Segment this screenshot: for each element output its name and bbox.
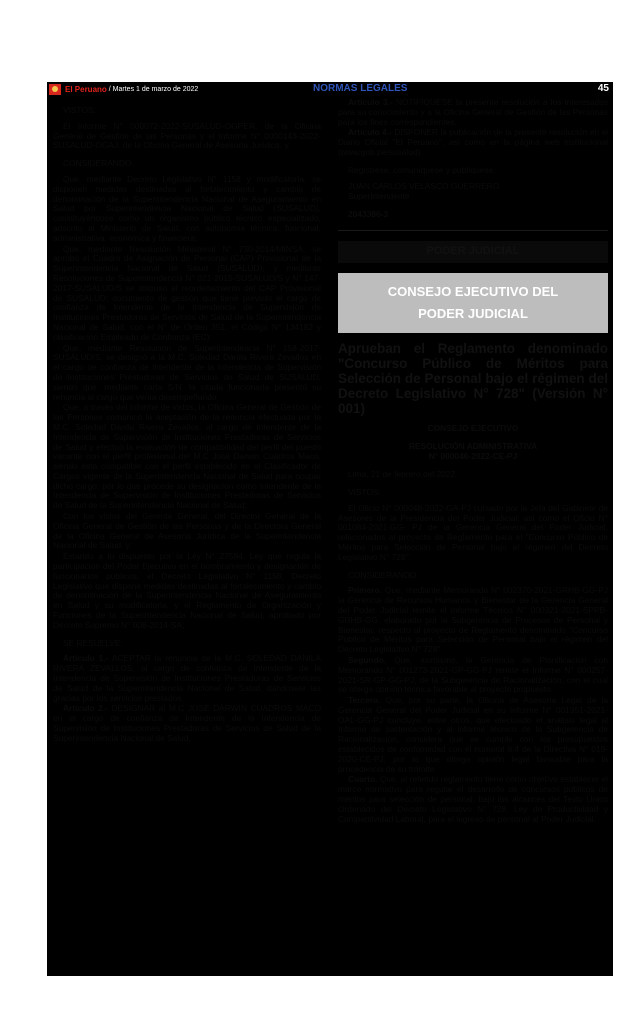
paragraph-label: Segundo. [348,654,387,665]
right-column [338,98,608,825]
paragraph: Que, mediante Resolución de Superintendencia N° 158-2017-SUSALUD/S, se designó a la M.C. Soledad Danila Rivera Zevallos en el cargo de confianza de Intendente de la Intendencia de Supervisión de Instituciones Prestadoras de Servicios de Salud de SUSALUD; siendo que, mediante carta S/N, la citada funcionaria presentó su renuncia al cargo que venía desempeñando; [53,342,321,402]
institution-line-1: CONSEJO EJECUTIVO DEL [387,283,559,299]
page-header [47,82,613,96]
section-banner: PODER JUDICIAL [338,241,608,263]
issue-date: / Martes 1 de marzo de 2022 [108,85,199,93]
article-4 [338,128,608,157]
article-2 [53,704,321,743]
closing-line: Regístrese, comuníquese y publíquese. [348,164,496,175]
divider [338,230,608,231]
paragraph-label: Tercero. [348,695,381,706]
institution-line-2: PODER JUDICIAL [418,305,528,321]
page-number: 45 [597,83,609,94]
paragraph: Que, mediante Resolución Ministerial N° 730-2014/MINSA, se aprobó el Cuadro de Asignación de Personal (CAP) Provisional de la Superintendencia Nacional de Salud (SUSALUD), y mediante Resoluciones de Superintendencia N° 021-2015-SUSALUD/S y N° 147-2017-SUSALUD/S se dispuso el reordenamiento del CAP Provisional de SUSALUD; documento de gestión que tiene previsto el cargo de confianza de Intendente de la Intendencia de Supervisión de Instituciones Prestadoras de Servicios de Salud de la Superintendencia Nacional de Salud, con el N° de Orden 351, el Código N° 134182 y clasificación Empleado de Confianza (EC); [53,243,321,342]
vistos-heading: VISTOS: [63,105,96,115]
paragraph-segundo [338,656,608,695]
paragraph-text: Que, el referido reglamento tiene como objetivo establecer el marco normativo para regular el desarrollo de concursos públicos de méritos para selección de personal, bajo los alcances del Texto Único Ordenado del Decreto Legislativo N° 728, Ley de Productividad y Competitividad Laboral, para el ingreso de personal al Poder Judicial. [338,774,608,824]
article-text: ACEPTAR la renuncia de la M.C. SOLEDAD DANILA RIVERA ZEVALLOS, al cargo de confianza de Intendente de la Intendencia de Supervisión de Instituciones Prestadoras de Servicios de Salud de la Superintendencia Nacional de Salud, dándosele las gracias por los servicios prestados. [53,653,321,703]
paragraph: El Oficio N° 000048-2022-GA-PJ cursado por la Jefa del Gabinete de Asesores de la Presidencia del Poder Judicial; así como el Oficio N° 001084-2021-GG- PJ de la Gerencia General del Poder Judicial, relacionados al proyecto de Reglamento para el "Concurso Público de Méritos para Selección de Personal bajo el régimen del Decreto Legislativo N° 728". [338,502,608,562]
article-1 [53,654,321,703]
article-3 [338,98,608,127]
resuelve-heading: SE RESUELVE: [63,637,123,648]
signer-name: JUAN CARLOS VELASCO GUERRERO [348,180,500,191]
paragraph-text: Que, mediante Memorando N° 002370-2021-GRHB-GG-PJ la Gerencia de Recursos Humanos y Bienestar de la Gerencia General del Poder Judicial remite el Informe Técnico N° 000321-2021-SPPB-GRHB-GG, elaborado por la Subgerencia de Procesos de Personal y Bienestar, respecto al proyecto de Reglamento denominado "Concurso Público de Méritos para Selección de Personal bajo el régimen del Decreto Legislativo N° 728". [338,585,608,655]
paragraph-text: Que, por su parte, la Oficina de Asesoría Legal de la Gerencia General del Poder Judicial en su Informe N° 001351-2021-OAL-GG-PJ concluye, entre otros, que efectuado el análisis legal al Informe de sustentación y al informe técnico de la Subgerencia de Racionalización, considera que se cumple con los presupuestos establecidos de conformidad con el numeral 8.4 de la Directiva N° 019-2020-CE-PJ; por lo que otorga opinión legal favorable para la procedencia de su trámite. [338,695,608,774]
considerando-heading: CONSIDERANDO: [348,569,419,580]
paragraph-label: Primero. [348,585,382,596]
paragraph: Con los vistos del Gerente General, del Director General de la Oficina General de Gestión de las Personas y de la Directora General de la Oficina General de Asesoría Jurídica de la Superintendencia Nacional de Salud, y; [53,511,321,551]
paragraph: Que, a través del Informe de vistos, la Oficina General de Gestión de las Personas comunicó la aceptación de la renuncia efectuada por la M.C. Soledad Danila Rivera Zevallos, al cargo de Intendente de la Intendencia de Supervisión de Instituciones Prestadoras de Servicios de Salud y efectuó la evaluación de compatibilidad del perfil del puesto vacante con el perfil profesional del M.C José Darwin Cuadros Maco, siendo esta compatible con el perfil establecido en el Clasificador de Cargos vigente de la Superintendencia Nacional de Salud para ocupar dicho cargo; por lo que procede su designación como Intendente de la Intendencia de Supervisión de Instituciones Prestadoras de Servicios de Salud de la Superintendencia Nacional de Salud; [53,402,321,511]
paragraph: El Informe N° 000072-2022-SUSALUD-OGPER, de la Oficina General de Gestión de las Personas y el Informe N° 0000143-2022-SUSALUD-OGAJ, de la Oficina General de Asesoría Jurídica, y; [53,120,321,151]
section-title: NORMAS LEGALES [313,83,408,94]
issuer: CONSEJO EJECUTIVO [427,422,519,433]
resolution-type: RESOLUCIÓN ADMINISTRATIVA [408,440,538,451]
vistos-heading: VISTOS: [348,486,381,497]
article-label: Artículo 2.- [63,703,108,714]
signer-title: Superintendente [348,191,410,202]
paragraph-label: Cuarto. [348,774,378,785]
article-text: DISPONER la publicación de la presente resolución en el Diario Oficial "El Peruano", así como en la página web institucional (www.gob.pe/susalud). [338,127,608,157]
paragraph-cuarto [338,775,608,824]
paragraph-primero [338,586,608,655]
resolution-title: Aprueban el Reglamento denominado "Concurso Público de Méritos para Selección de Personal bajo el régimen del Decreto Legislativo N° 728" (Versión N° 001) [338,340,608,416]
document-number: 2043386-3 [348,209,389,220]
article-label: Artículo 4.- [348,127,392,138]
paragraph: Estando a lo dispuesto por la Ley N° 27594, Ley que regula la participación del Poder Ejecutivo en el nombramiento y designación de funcionarios públicos, el Decreto Legislativo N° 1158, Decreto Legislativo que dispone medidas destinadas al fortalecimiento y cambio de denominación de la Superintendencia Nacional de Aseguramiento en Salud y su modificatoria, y el Reglamento de Organización y Funciones de la Superintendencia Nacional de Salud, aprobado por Decreto Supremo N° 008-2014-SA; [53,551,321,630]
shield-logo-icon [49,84,61,95]
article-label: Artículo 3.- [348,97,393,107]
resolution-number: N° 000046-2022-CE-PJ [428,451,518,462]
left-column [53,98,321,745]
paragraph-text: Que, asimismo, la Gerencia de Planificación con Memorando N° 001273-2021-GP-GG-PJ remite el Informe N° 000257-2021-SR-GP-GG-PJ, de la Subgerencia de Racionalización, con el cual se otorga opinión técnica favorable al proyecto propuesto. [338,654,608,695]
paragraph: Que, mediante Decreto Legislativo N° 1158 y modificatoria, se disponen medidas destinadas al fortalecimiento y cambio de denominación de la Superintendencia Nacional de Aseguramiento en Salud por Superintendencia Nacional de Salud (SUSALUD), constituyéndose como un organismo público técnico especializado, adscrito al Ministerio de Salud, con autonomía técnica, funcional, administrativa, económica y financiera; [53,173,321,243]
article-text: NOTIFÍQUESE la presente resolución a los interesados para su conocimiento y a la Oficina General de Gestión de las Personas para los fines correspondientes. [338,97,608,127]
place-date: Lima, 21 de febrero del 2022 [348,469,456,480]
article-label: Artículo 1.- [63,653,109,664]
article-text: DESIGNAR al M.C JOSÉ DARWIN CUADROS MACO en el cargo de confianza de Intendente de la Intendencia de Supervisión de Instituciones Prestadoras de Servicios de Salud de la Superintendencia Nacional de Salud. [53,703,321,743]
considerando-heading: CONSIDERANDO: [63,158,134,169]
newspaper-brand: El Peruano [65,84,107,94]
institution-box [338,273,608,333]
paragraph-tercero [338,696,608,774]
